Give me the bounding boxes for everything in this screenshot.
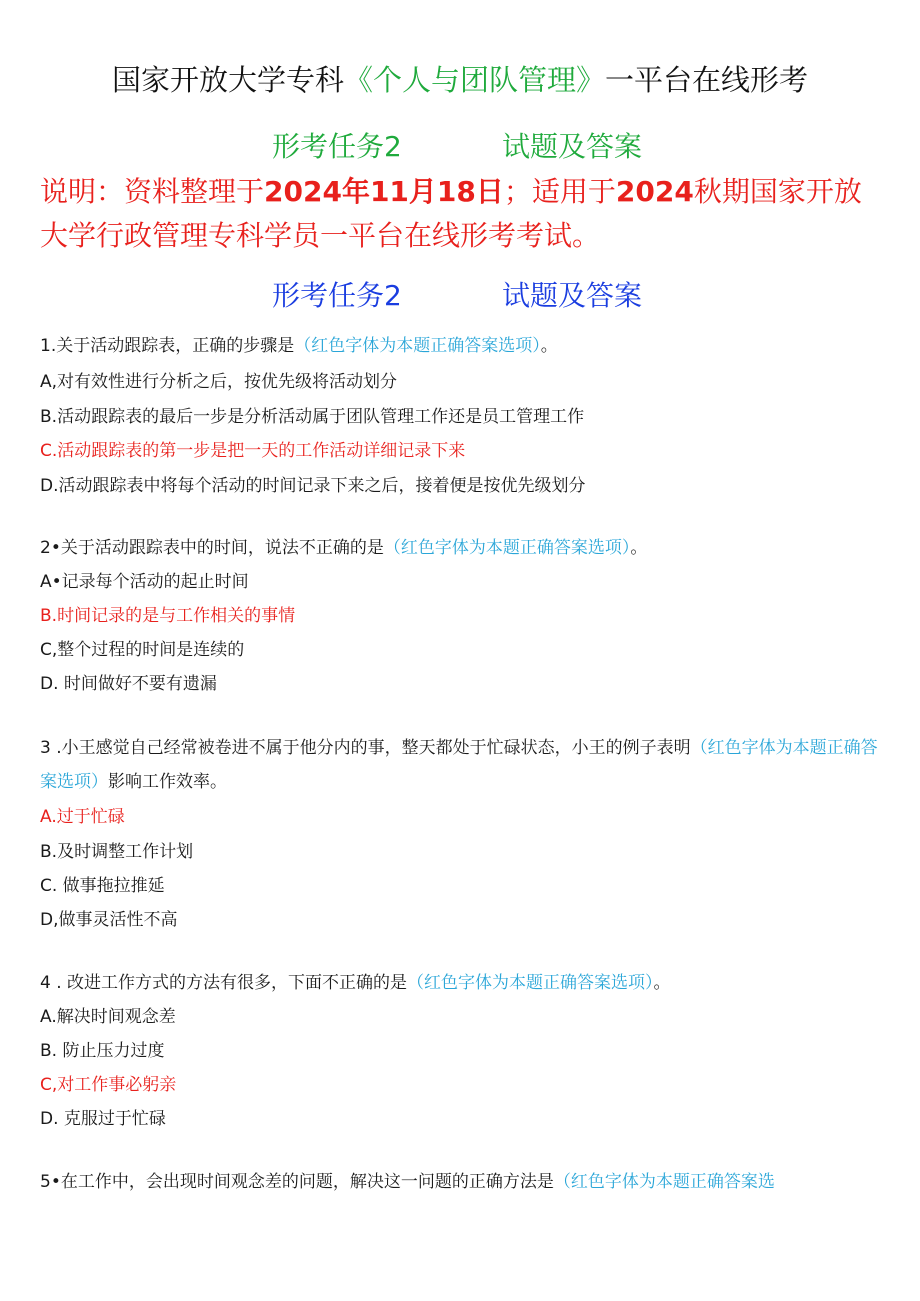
note-prefix: 说明：资料整理于 [40, 175, 265, 208]
question-3-option-b: B.及时调整工作计划 [40, 842, 194, 862]
question-2-option-b-correct: B.时间记录的是与工作相关的事情 [40, 606, 296, 626]
question-4-option-c-correct: C,对工作事必躬亲 [40, 1075, 177, 1095]
question-2-stem: 2•关于活动跟踪表中的时间，说法不正确的是（红色字体为本题正确答案选项）。 [40, 538, 648, 558]
answer-hint: （红色字体为本题正确答案选项） [294, 336, 541, 356]
note-middle: ；适用于 [503, 175, 616, 208]
question-1-stem: 1.关于活动跟踪表，正确的步骤是（红色字体为本题正确答案选项）。 [40, 336, 558, 356]
question-4-stem: 4 . 改进工作方式的方法有很多，下面不正确的是（红色字体为本题正确答案选项）。 [40, 973, 671, 993]
question-3-option-c: C. 做事拖拉推延 [40, 876, 165, 896]
answer-hint: （红色字体为本题正确答案选项） [407, 973, 654, 993]
question-1-option-d: D.活动跟踪表中将每个活动的时间记录下来之后，接着便是按优先级划分 [40, 476, 586, 496]
question-3-option-d: D,做事灵活性不高 [40, 910, 178, 930]
task-label-green: 形考任务2 [272, 130, 402, 163]
question-2-option-c: C,整个过程的时间是连续的 [40, 640, 245, 660]
course-name: 《个人与团队管理》 [343, 63, 605, 97]
question-1-option-c-correct: C.活动跟踪表的第一步是把一天的工作活动详细记录下来 [40, 441, 466, 461]
question-2-option-d: D. 时间做好不要有遗漏 [40, 674, 217, 694]
answer-hint-partial: （红色字体为本题正确答案选 [553, 1172, 775, 1192]
task-suffix-blue: 试题及答案 [502, 279, 643, 312]
question-2-option-a: A•记录每个活动的起止时间 [40, 572, 249, 592]
question-3-stem: 3 .小王感觉自己经常被卷进不属于他分内的事，整天都处于忙碌状态，小王的例子表明（红色字体为本题正确答案选项）影响工作效率。 [40, 738, 878, 792]
question-1-option-b: B.活动跟踪表的最后一步是分析活动属于团队管理工作还是员工管理工作 [40, 407, 585, 427]
question-4-option-a: A.解决时间观念差 [40, 1007, 176, 1027]
question-3-option-a-correct: A.过于忙碌 [40, 807, 125, 827]
title-part-c: 一平台在线形考 [605, 63, 809, 97]
note-suffix: 秋期国家开放大学行政管理专科学员一平台在线形考考试。 [40, 175, 862, 252]
title-part-a: 国家开放大学专科 [111, 63, 344, 97]
question-1-option-a: A,对有效性进行分析之后，按优先级将活动划分 [40, 372, 398, 392]
question-4-option-d: D. 克服过于忙碌 [40, 1109, 166, 1129]
question-4-option-b: B. 防止压力过度 [40, 1041, 165, 1061]
description-note [40, 170, 880, 258]
note-date: 2024年11月18日 [264, 175, 504, 208]
question-5-stem: 5•在工作中，会出现时间观念差的问题，解决这一问题的正确方法是（红色字体为本题正确答案选 [40, 1172, 775, 1192]
task-label-blue: 形考任务2 [272, 279, 402, 312]
document-title [0, 60, 920, 100]
answer-hint: （红色字体为本题正确答案选项） [40, 738, 878, 792]
answer-hint: （红色字体为本题正确答案选项） [383, 538, 631, 558]
task-suffix-green: 试题及答案 [502, 130, 643, 163]
note-term: 2024 [615, 175, 694, 208]
